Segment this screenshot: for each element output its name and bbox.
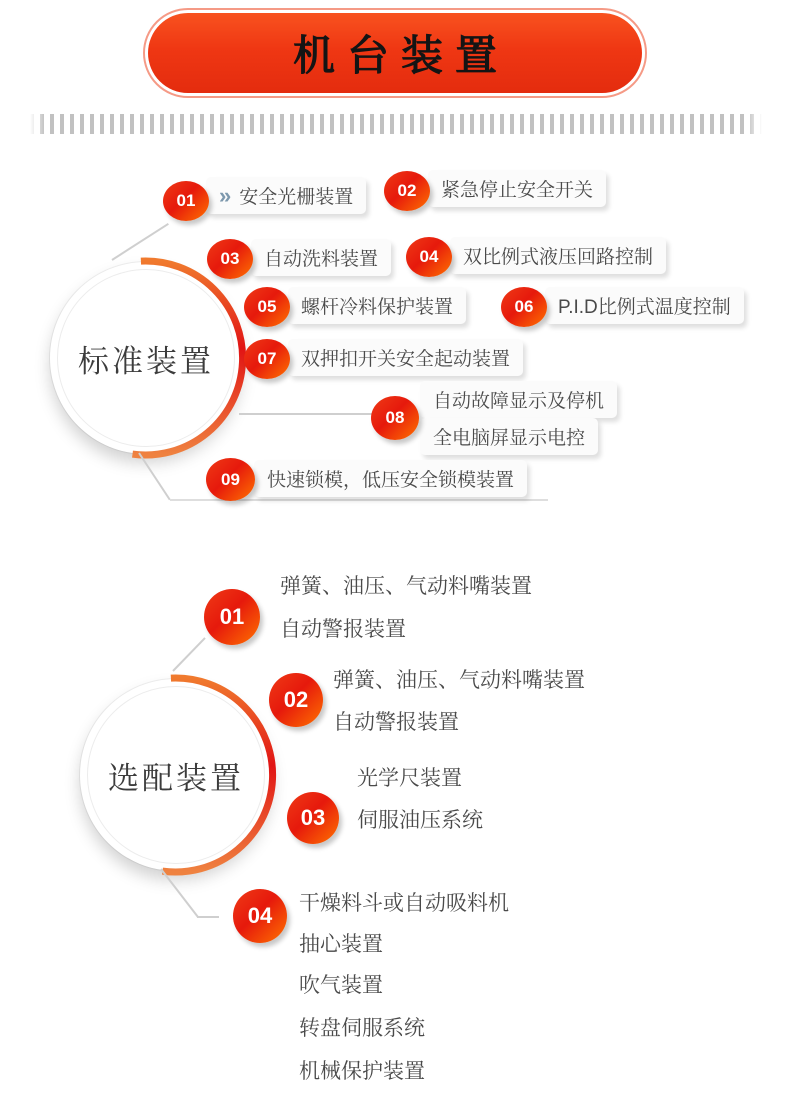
item-label: 自动警报装置	[280, 618, 406, 641]
item-label: 螺杆冷料保护装置	[288, 287, 466, 324]
item-number-badge: 01	[204, 589, 260, 645]
item-label: 紧急停止安全开关	[428, 170, 606, 207]
section-circle-standard	[50, 262, 242, 454]
item-label: 机械保护装置	[299, 1060, 425, 1083]
item-number-badge: 04	[406, 237, 452, 277]
section-title: 标准装置	[78, 343, 214, 379]
item-label: 双押扣开关安全起动装置	[288, 339, 523, 376]
item-label: 全电脑屏显示电控	[420, 418, 598, 455]
item-number-badge: 08	[371, 396, 419, 440]
item-number-badge: 03	[207, 239, 253, 279]
item-label: » 安全光栅装置	[206, 177, 366, 214]
item-number-badge: 01	[163, 181, 209, 221]
connector-line	[138, 452, 170, 500]
header-banner	[143, 8, 647, 98]
item-label: 伺服油压系统	[357, 809, 483, 832]
item-number-badge: 02	[384, 171, 430, 211]
connector-line	[160, 868, 199, 918]
item-label: 光学尺装置	[357, 767, 462, 790]
item-number-badge: 02	[269, 673, 323, 727]
item-label: 自动故障显示及停机	[420, 381, 617, 418]
item-label: 抽心装置	[299, 933, 383, 956]
item-label: 快速锁模，低压安全锁模装置	[254, 460, 527, 497]
item-number-badge: 06	[501, 287, 547, 327]
item-label: P.I.D比例式温度控制	[545, 287, 744, 324]
connector-line	[197, 916, 219, 918]
item-number-badge: 07	[244, 339, 290, 379]
connector-line	[172, 637, 205, 671]
item-label: 自动警报装置	[333, 711, 459, 734]
page-title: 机台装置	[148, 13, 642, 93]
item-number-badge: 04	[233, 889, 287, 943]
item-label: 干燥料斗或自动吸料机	[299, 892, 509, 915]
section-circle-optional	[80, 679, 272, 871]
item-label: 转盘伺服系统	[299, 1017, 425, 1040]
item-label: 吹气装置	[299, 974, 383, 997]
item-number-badge: 05	[244, 287, 290, 327]
item-number-badge: 09	[206, 458, 255, 501]
item-label: 弹簧、油压、气动料嘴装置	[280, 575, 532, 598]
chevron-right-icon: »	[219, 182, 232, 208]
section-title: 选配装置	[108, 760, 244, 796]
stripe-divider	[30, 114, 762, 134]
item-label: 弹簧、油压、气动料嘴装置	[333, 669, 585, 692]
item-number-badge: 03	[287, 792, 339, 844]
connector-line	[239, 413, 374, 415]
connector-line	[111, 223, 168, 261]
item-label: 双比例式液压回路控制	[450, 237, 666, 274]
item-label: 自动洗料装置	[251, 239, 391, 276]
